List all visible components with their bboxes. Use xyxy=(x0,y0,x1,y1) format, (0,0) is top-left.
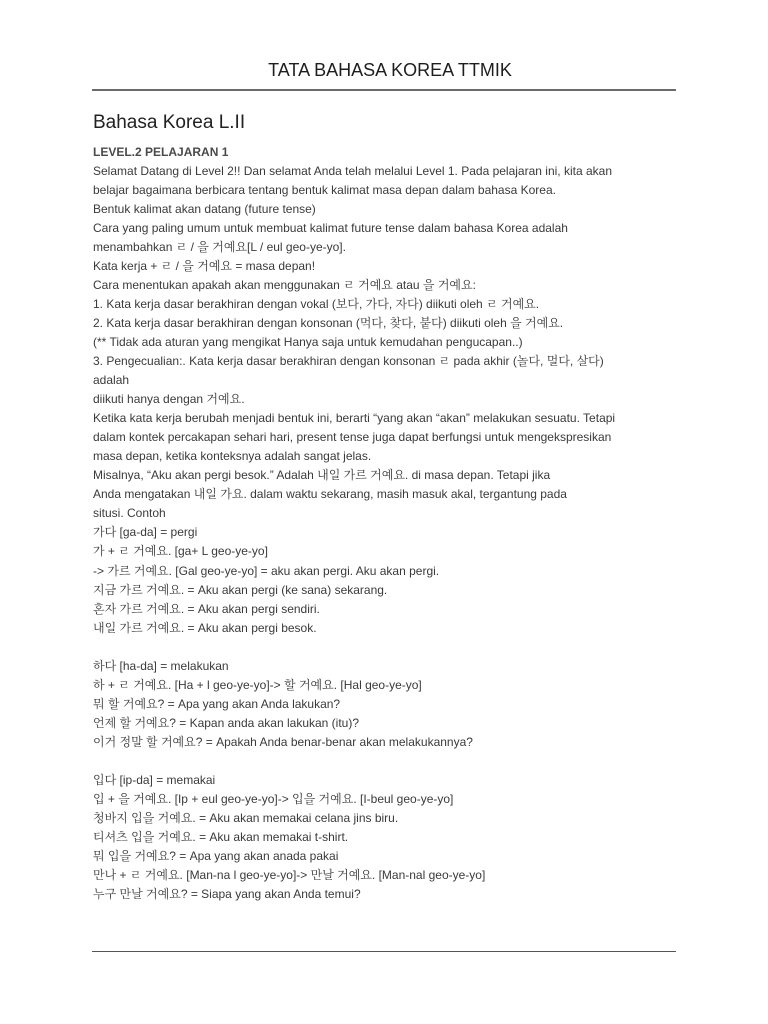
ipda-examples-section xyxy=(93,771,693,904)
text-line: Cara menentukan apakah akan menggunakan ㄹ 거예요 atau 을 거예요: xyxy=(93,277,476,292)
text-line: Misalnya, “Aku akan pergi besok.” Adalah 내일 가르 거예요. di masa depan. Tetapi jika xyxy=(93,468,551,483)
text-line: 입 + 을 거예요. [Ip + eul geo-ye-yo]-> 입을 거예요. [I-beul geo-ye-yo] xyxy=(93,792,454,807)
text-line: 청바지 입을 거예요. = Aku akan memakai celana jins biru. xyxy=(93,811,399,826)
text-line: Anda mengatakan 내일 가요. dalam waktu sekarang, masih masuk akal, tergantung pada xyxy=(93,487,567,502)
lesson-heading: LEVEL.2 PELAJARAN 1 xyxy=(93,144,229,159)
text-line: adalah xyxy=(93,373,130,388)
text-line: menambahkan ㄹ / 을 거예요[L / eul geo-ye-yo]. xyxy=(93,239,346,254)
text-line: 뭐 할 거예요? = Apa yang akan Anda lakukan? xyxy=(93,696,341,711)
document-header-title: TATA BAHASA KOREA TTMIK xyxy=(268,60,512,80)
footer-divider xyxy=(92,951,676,952)
header-divider xyxy=(92,89,676,91)
hada-examples-section xyxy=(93,657,693,752)
text-line: 2. Kata kerja dasar berakhiran dengan konsonan (먹다, 찾다, 붙다) diikuti oleh 을 거예요. xyxy=(93,315,564,330)
text-line: masa depan, ketika konteksnya adalah sangat jelas. xyxy=(93,449,372,464)
text-line: 가 + ㄹ 거예요. [ga+ L geo-ye-yo] xyxy=(93,544,268,559)
text-line: 티셔츠 입을 거예요. = Aku akan memakai t-shirt. xyxy=(93,830,349,845)
document-body xyxy=(93,143,693,905)
text-line: 언제 할 거예요? = Kapan anda akan lakukan (itu)? xyxy=(93,715,360,730)
text-line: diikuti hanya dengan 거예요. xyxy=(93,392,245,407)
text-line: 지금 가르 거예요. = Aku akan pergi (ke sana) sekarang. xyxy=(93,582,388,597)
text-line: Bentuk kalimat akan datang (future tense) xyxy=(93,201,316,216)
text-line: 가다 [ga-da] = pergi xyxy=(93,525,198,540)
text-line: Cara yang paling umum untuk membuat kalimat future tense dalam bahasa Korea adalah xyxy=(93,220,568,235)
text-line: Ketika kata kerja berubah menjadi bentuk ini, berarti “yang akan “akan” melakukan sesuatu. Tetapi xyxy=(93,411,616,426)
text-line: 하다 [ha-da] = melakukan xyxy=(93,658,229,673)
text-line: 내일 가르 거예요. = Aku akan pergi besok. xyxy=(93,620,317,635)
text-line: situsi. Contoh xyxy=(93,506,166,521)
text-line: 하 + ㄹ 거예요. [Ha + l geo-ye-yo]-> 할 거예요. [Hal geo-ye-yo] xyxy=(93,677,422,692)
page-title: Bahasa Korea L.II xyxy=(93,112,246,133)
text-line: 뭐 입을 거예요? = Apa yang akan anada pakai xyxy=(93,849,339,864)
text-line: 누구 만날 거예요? = Siapa yang akan Anda temui? xyxy=(93,887,361,902)
text-line: Selamat Datang di Level 2!! Dan selamat Anda telah melalui Level 1. Pada pelajaran ini, kita akan xyxy=(93,163,612,178)
text-line: 입다 [ip-da] = memakai xyxy=(93,773,216,788)
text-line: 3. Pengecualian:. Kata kerja dasar berakhiran dengan konsonan ㄹ pada akhir (놀다, 멀다, 살다) xyxy=(93,354,604,369)
text-line: 혼자 가르 거예요. = Aku akan pergi sendiri. xyxy=(93,601,320,616)
text-line: 1. Kata kerja dasar berakhiran dengan vokal (보다, 가다, 자다) diikuti oleh ㄹ 거예요. xyxy=(93,296,540,311)
text-line: dalam kontek percakapan sehari hari, present tense juga dapat berfungsi untuk mengekspresikan xyxy=(93,430,612,445)
text-line: (** Tidak ada aturan yang mengikat Hanya saja untuk kemudahan pengucapan..) xyxy=(93,334,523,349)
text-line: Kata kerja + ㄹ / 을 거예요 = masa depan! xyxy=(93,258,316,273)
intro-section xyxy=(93,162,693,638)
text-line: 이거 정말 할 거예요? = Apakah Anda benar-benar akan melakukannya? xyxy=(93,734,473,749)
text-line: -> 가르 거예요. [Gal geo-ye-yo] = aku akan pergi. Aku akan pergi. xyxy=(93,563,440,578)
text-line: belajar bagaimana berbicara tentang bentuk kalimat masa depan dalam bahasa Korea. xyxy=(93,182,556,197)
text-line: 만나 + ㄹ 거예요. [Man-na l geo-ye-yo]-> 만날 거예요. [Man-nal geo-ye-yo] xyxy=(93,868,486,883)
